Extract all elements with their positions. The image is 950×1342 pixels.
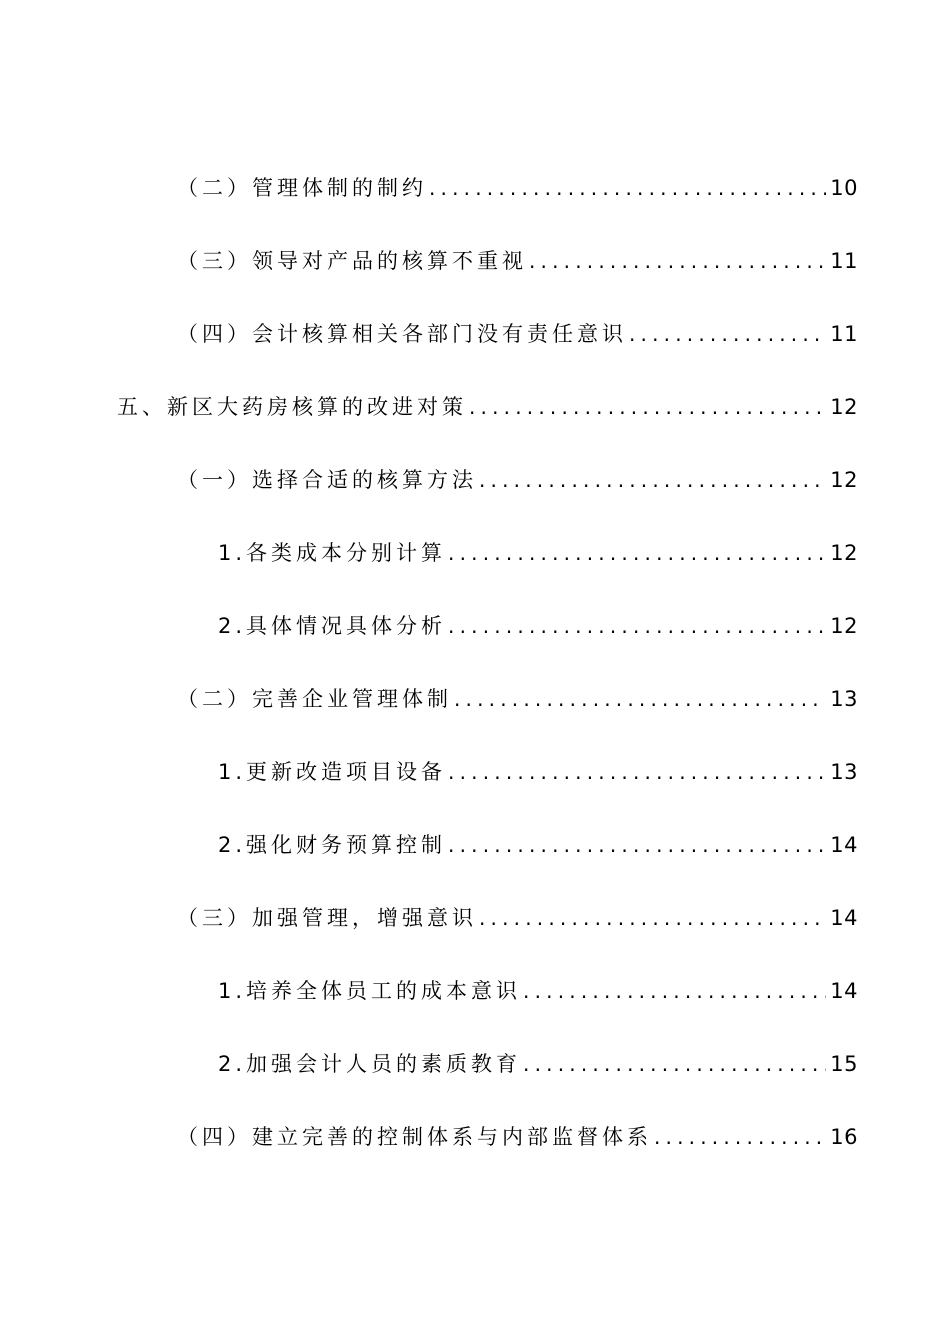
toc-entry[interactable]	[177, 677, 858, 713]
toc-entry[interactable]	[218, 969, 858, 1005]
toc-entry[interactable]	[218, 750, 858, 786]
toc-page-number: 12	[830, 468, 858, 492]
toc-page-number: 14	[830, 979, 858, 1003]
toc-entry-title: （四）建立完善的控制体系与内部监督体系	[177, 1125, 652, 1149]
toc-page-number: 14	[830, 833, 858, 857]
toc-entry[interactable]	[177, 896, 858, 932]
toc-dot-leader	[523, 1050, 826, 1078]
toc-dot-leader	[469, 393, 826, 421]
toc-dot-leader	[448, 758, 826, 786]
toc-entry-title: （四）会计核算相关各部门没有责任意识	[177, 322, 627, 346]
toc-entry[interactable]	[218, 604, 858, 640]
toc-entry[interactable]	[177, 458, 858, 494]
toc-page-number: 11	[830, 322, 858, 346]
toc-dot-leader	[523, 977, 826, 1005]
toc-page-number: 12	[830, 541, 858, 565]
toc-entry[interactable]	[218, 823, 858, 859]
toc-page-number: 12	[830, 395, 858, 419]
toc-entry[interactable]	[218, 1042, 858, 1078]
toc-entry-title: 2.加强会计人员的素质教育	[218, 1052, 522, 1076]
toc-page-number: 13	[830, 760, 858, 784]
toc-entry[interactable]	[177, 312, 858, 348]
toc-dot-leader	[448, 612, 826, 640]
toc-entry[interactable]	[177, 239, 858, 275]
toc-entry-title: 1.各类成本分别计算	[218, 541, 447, 565]
toc-dot-leader	[448, 539, 826, 567]
toc-entry[interactable]	[117, 385, 858, 421]
toc-entry-title: （三）加强管理，增强意识	[177, 906, 477, 930]
toc-entry-title: （二）完善企业管理体制	[177, 687, 452, 711]
toc-entry[interactable]	[218, 531, 858, 567]
toc-page-number: 12	[830, 614, 858, 638]
toc-entry-title: （三）领导对产品的核算不重视	[177, 249, 527, 273]
toc-page-number: 14	[830, 906, 858, 930]
toc-entry-title: 2.强化财务预算控制	[218, 833, 447, 857]
toc-page-number: 13	[830, 687, 858, 711]
toc-entry-title: （二）管理体制的制约	[177, 176, 427, 200]
toc-dot-leader	[479, 904, 826, 932]
toc-page-number: 10	[830, 176, 858, 200]
toc-entry-title: （一）选择合适的核算方法	[177, 468, 477, 492]
toc-entry-title: 1.培养全体员工的成本意识	[218, 979, 522, 1003]
toc-dot-leader	[629, 320, 826, 348]
toc-entry-title: 1.更新改造项目设备	[218, 760, 447, 784]
toc-dot-leader	[529, 247, 826, 275]
toc-page-number: 15	[830, 1052, 858, 1076]
toc-page-number: 11	[830, 249, 858, 273]
toc-dot-leader	[429, 174, 826, 202]
toc-entry[interactable]	[177, 1115, 858, 1151]
toc-dot-leader	[454, 685, 826, 713]
toc-entry-title: 2.具体情况具体分析	[218, 614, 447, 638]
toc-entry-title: 五、新区大药房核算的改进对策	[117, 395, 467, 419]
toc-dot-leader	[654, 1123, 826, 1151]
toc-entry[interactable]	[177, 166, 858, 202]
toc-dot-leader	[479, 466, 826, 494]
toc-page-number: 16	[830, 1125, 858, 1149]
toc-dot-leader	[448, 831, 826, 859]
